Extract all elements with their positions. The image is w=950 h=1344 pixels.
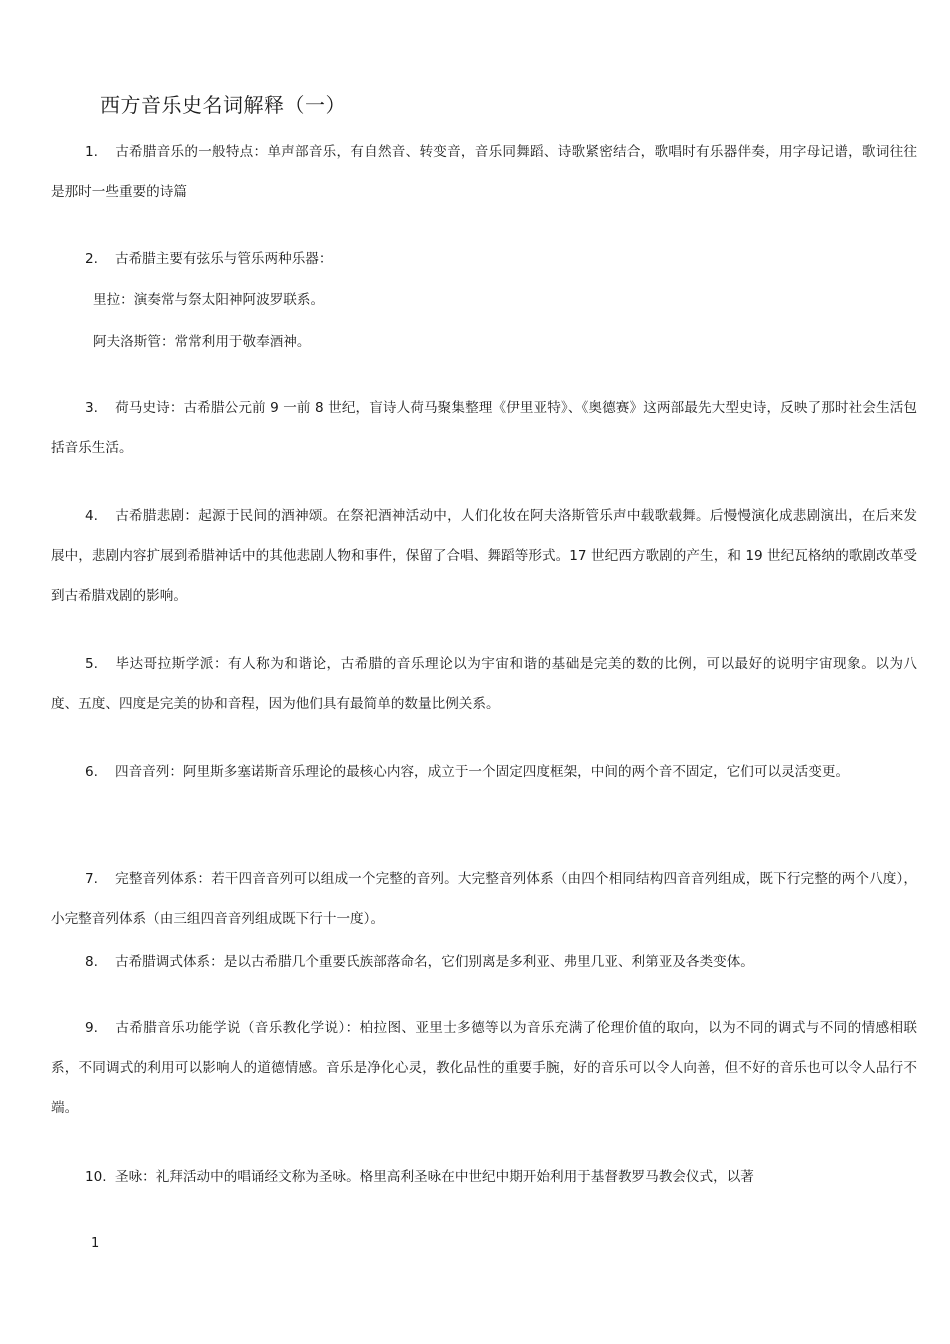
item-number: 3. — [85, 400, 98, 416]
item-text: 古希腊音乐的一般特点：单声部音乐，有自然音、转变音，音乐同舞蹈、诗歌紧密结合，歌唱时有乐器伴奏，用字母记谱，歌词往往是那时一些重要的诗篇 — [51, 144, 917, 200]
item-text: 完整音列体系：若干四音音列可以组成一个完整的音列。大完整音列体系（由四个相同结构四音音列组成，既下行完整的两个八度），小完整音列体系（由三组四音音列组成既下行十一度）。 — [51, 871, 917, 927]
list-item — [51, 1157, 917, 1197]
list-item — [51, 644, 917, 724]
item-text: 荷马史诗：古希腊公元前 9 一前 8 世纪，盲诗人荷马聚集整理《伊里亚特》、《奥德赛》这两部最先大型史诗，反映了那时社会生活包括音乐生活。 — [51, 400, 917, 456]
instrument-note: 阿夫洛斯管：常常利用于敬奉酒神。 — [93, 334, 311, 350]
item-text: 古希腊主要有弦乐与管乐两种乐器： — [115, 251, 333, 267]
item-text: 古希腊音乐功能学说（音乐教化学说）：柏拉图、亚里士多德等以为音乐充满了伦理价值的取向，以为不同的调式与不同的情感相联系，不同调式的利用可以影响人的道德情感。音乐是净化心灵，教化品性的重要手腕，好的音乐可以令人向善，但不好的音乐也可以令人品行不端。 — [51, 1020, 917, 1116]
item-number: 7. — [85, 871, 98, 887]
list-item — [51, 132, 917, 212]
list-item — [51, 859, 917, 939]
item-text: 毕达哥拉斯学派：有人称为和谐论，古希腊的音乐理论以为宇宙和谐的基础是完美的数的比例，可以最好的说明宇宙现象。以为八度、五度、四度是完美的协和音程，因为他们具有最简单的数量比例关系。 — [51, 656, 917, 712]
item-number: 10. — [85, 1169, 107, 1185]
item-text: 圣咏：礼拜活动中的唱诵经文称为圣咏。格里高利圣咏在中世纪中期开始利用于基督教罗马教会仪式，以著 — [115, 1169, 754, 1185]
item-text: 古希腊调式体系：是以古希腊几个重要氏族部落命名，它们别离是多利亚、弗里几亚、利第亚及各类变体。 — [115, 954, 754, 970]
page-title: 西方音乐史名词解释（一） — [100, 93, 346, 117]
instrument-note: 里拉：演奏常与祭太阳神阿波罗联系。 — [93, 292, 325, 308]
list-item — [51, 1008, 917, 1128]
page-number: 1 — [91, 1236, 100, 1251]
item-number: 6. — [85, 764, 98, 780]
list-item — [51, 752, 917, 792]
list-item — [51, 239, 917, 279]
list-item — [51, 388, 917, 468]
item-number: 2. — [85, 251, 98, 267]
item-text: 四音音列：阿里斯多塞诺斯音乐理论的最核心内容，成立于一个固定四度框架，中间的两个音不固定，它们可以灵活变更。 — [115, 764, 850, 780]
item-number: 8. — [85, 954, 98, 970]
list-item — [51, 942, 917, 982]
list-item — [51, 496, 917, 616]
item-number: 5. — [85, 656, 98, 672]
item-number: 1. — [85, 144, 98, 160]
item-number: 4. — [85, 508, 98, 524]
item-number: 9. — [85, 1020, 98, 1036]
item-text: 古希腊悲剧：起源于民间的酒神颂。在祭祀酒神活动中，人们化妆在阿夫洛斯管乐声中载歌载舞。后慢慢演化成悲剧演出，在后来发展中，悲剧内容扩展到希腊神话中的其他悲剧人物和事件，保留了合唱、舞蹈等形式。17 世纪西方歌剧的产生，和 19 世纪瓦格纳的歌剧改革受到古希腊戏剧的影响。 — [51, 508, 917, 604]
